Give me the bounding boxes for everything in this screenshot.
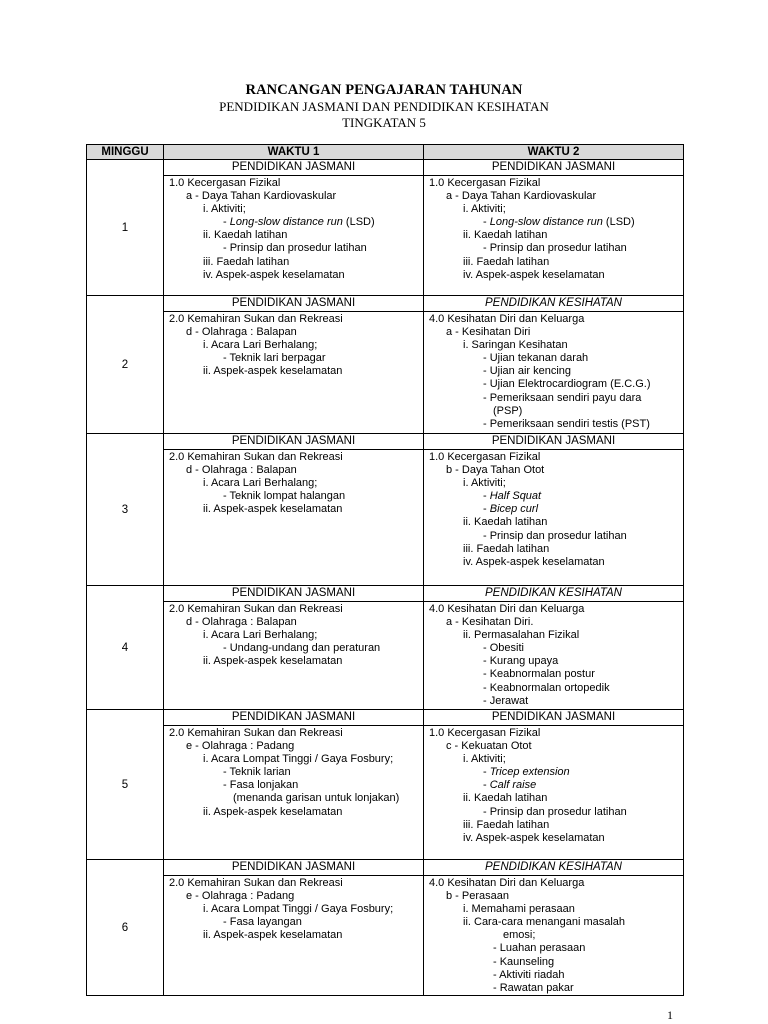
topic-line: c - Kekuatan Otot — [446, 740, 532, 753]
topic-line-prefix: - — [483, 490, 490, 503]
topic-line: iii. Faedah latihan — [203, 255, 290, 268]
topic-line: ii. Kaedah latihan — [463, 516, 548, 529]
topic-line: 2.0 Kemahiran Sukan dan Rekreasi — [169, 603, 343, 615]
topic-line: emosi; — [503, 929, 536, 942]
cell-subject-title: PENDIDIKAN JASMANI — [424, 434, 683, 450]
topic-line: - Jerawat — [483, 694, 529, 707]
table-row — [87, 296, 684, 434]
topic-line — [429, 503, 683, 516]
topic-line — [169, 216, 423, 229]
topic-line-suffix: (LSD) — [602, 216, 635, 229]
topic-line: i. Acara Lari Berhalang; — [203, 339, 318, 352]
topic-list — [424, 176, 683, 282]
topic-line: d - Olahraga : Balapan — [186, 326, 297, 339]
topic-line: i. Acara Lari Berhalang; — [203, 629, 318, 642]
topic-list — [424, 876, 683, 995]
slot2-cell — [424, 296, 684, 434]
topic-line: ii. Permasalahan Fizikal — [463, 629, 580, 642]
topic-line-prefix: - — [483, 779, 490, 792]
topic-line: - Luahan perasaan — [493, 942, 586, 955]
topic-line: i. Aktiviti; — [463, 753, 506, 766]
topic-list — [164, 876, 423, 942]
document-level: TINGKATAN 5 — [342, 115, 426, 130]
topic-line: - Ujian Elektrocardiogram (E.C.G.) — [483, 378, 651, 391]
topic-line: 2.0 Kemahiran Sukan dan Rekreasi — [169, 727, 343, 739]
column-header-week: MINGGU — [87, 145, 164, 160]
cell-subject-title: PENDIDIKAN JASMANI — [424, 710, 683, 726]
cell-subject-title: PENDIDIKAN KESIHATAN — [424, 586, 683, 602]
topic-line: 4.0 Kesihatan Diri dan Keluarga — [429, 603, 585, 615]
week-number: 6 — [87, 860, 164, 996]
topic-line: ii. Kaedah latihan — [463, 792, 548, 805]
topic-line: a - Kesihatan Diri. — [446, 616, 534, 629]
table-row — [87, 586, 684, 710]
topic-line: i. Saringan Kesihatan — [463, 339, 568, 352]
topic-line: ii. Cara-cara menangani masalah — [463, 916, 626, 929]
table-row — [87, 860, 684, 996]
topic-line: (PSP) — [493, 404, 523, 417]
column-header-slot2: WAKTU 2 — [424, 145, 684, 160]
topic-line: 2.0 Kemahiran Sukan dan Rekreasi — [169, 451, 343, 463]
topic-line: 2.0 Kemahiran Sukan dan Rekreasi — [169, 313, 343, 325]
topic-line: d - Olahraga : Balapan — [186, 616, 297, 629]
topic-line: iv. Aspek-aspek keselamatan — [463, 831, 605, 844]
slot1-cell — [164, 296, 424, 434]
topic-line: - Pemeriksaan sendiri testis (PST) — [483, 417, 650, 430]
topic-line: ii. Kaedah latihan — [463, 229, 548, 242]
slot2-cell — [424, 434, 684, 586]
topic-list — [424, 726, 683, 845]
topic-line: b - Daya Tahan Otot — [446, 464, 545, 477]
cell-subject-title: PENDIDIKAN KESIHATAN — [424, 296, 683, 312]
topic-line: - Rawatan pakar — [493, 981, 574, 994]
topic-line: iii. Faedah latihan — [463, 818, 550, 831]
week-number: 5 — [87, 710, 164, 860]
slot1-cell — [164, 160, 424, 296]
slot1-cell — [164, 586, 424, 710]
slot1-cell — [164, 710, 424, 860]
topic-line: e - Olahraga : Padang — [186, 890, 295, 903]
table-row — [87, 160, 684, 296]
topic-line: a - Daya Tahan Kardiovaskular — [446, 190, 597, 203]
topic-line: 2.0 Kemahiran Sukan dan Rekreasi — [169, 877, 343, 889]
cell-subject-title: PENDIDIKAN JASMANI — [424, 160, 683, 176]
slot1-cell — [164, 434, 424, 586]
topic-line — [429, 490, 683, 503]
week-number: 4 — [87, 586, 164, 710]
topic-line-suffix: (LSD) — [342, 216, 375, 229]
topic-line: 4.0 Kesihatan Diri dan Keluarga — [429, 877, 585, 889]
topic-list — [164, 602, 423, 668]
topic-line-italic: Long-slow distance run — [489, 216, 603, 229]
slot2-cell — [424, 160, 684, 296]
topic-list — [424, 450, 683, 569]
topic-line: - Keabnormalan postur — [483, 668, 595, 681]
topic-line: i. Aktiviti; — [203, 203, 246, 216]
topic-list — [164, 450, 423, 516]
topic-line: iv. Aspek-aspek keselamatan — [203, 268, 345, 281]
topic-line-italic: Tricep extension — [489, 766, 570, 779]
topic-line: - Teknik larian — [223, 766, 291, 779]
topic-line: i. Memahami perasaan — [463, 903, 575, 916]
topic-line: ii. Aspek-aspek keselamatan — [203, 503, 343, 516]
topic-line: - Prinsip dan prosedur latihan — [483, 529, 627, 542]
cell-subject-title: PENDIDIKAN JASMANI — [164, 710, 423, 726]
topic-line: d - Olahraga : Balapan — [186, 464, 297, 477]
topic-line: - Kaunseling — [493, 955, 555, 968]
topic-line: e - Olahraga : Padang — [186, 740, 295, 753]
topic-line: 1.0 Kecergasan Fizikal — [429, 451, 541, 463]
cell-subject-title: PENDIDIKAN JASMANI — [164, 860, 423, 876]
topic-line — [429, 779, 683, 792]
column-header-slot1: WAKTU 1 — [164, 145, 424, 160]
topic-line: i. Acara Lari Berhalang; — [203, 477, 318, 490]
topic-line: - Teknik lompat halangan — [223, 490, 346, 503]
cell-subject-title: PENDIDIKAN KESIHATAN — [424, 860, 683, 876]
week-number: 3 — [87, 434, 164, 586]
topic-line: 1.0 Kecergasan Fizikal — [169, 177, 281, 189]
document-title: RANCANGAN PENGAJARAN TAHUNAN — [245, 82, 523, 98]
topic-line: iv. Aspek-aspek keselamatan — [463, 555, 605, 568]
topic-line — [429, 766, 683, 779]
document-subject: PENDIDIKAN JASMANI DAN PENDIDIKAN KESIHATAN — [219, 99, 549, 114]
week-number: 1 — [87, 160, 164, 296]
slot2-cell — [424, 710, 684, 860]
topic-line: ii. Aspek-aspek keselamatan — [203, 929, 343, 942]
topic-line: i. Acara Lompat Tinggi / Gaya Fosbury; — [203, 903, 394, 916]
topic-line: 1.0 Kecergasan Fizikal — [429, 177, 541, 189]
topic-line: ii. Kaedah latihan — [203, 229, 288, 242]
topic-line-prefix: - — [483, 216, 490, 229]
topic-line — [429, 216, 683, 229]
page-number: 1 — [667, 1008, 673, 1022]
topic-line: ii. Aspek-aspek keselamatan — [203, 365, 343, 378]
topic-line: - Prinsip dan prosedur latihan — [483, 242, 627, 255]
topic-line: i. Acara Lompat Tinggi / Gaya Fosbury; — [203, 753, 394, 766]
slot2-cell — [424, 860, 684, 996]
table-row — [87, 434, 684, 586]
cell-subject-title: PENDIDIKAN JASMANI — [164, 296, 423, 312]
topic-line: a - Kesihatan Diri — [446, 326, 531, 339]
topic-list — [164, 176, 423, 282]
topic-line: - Prinsip dan prosedur latihan — [483, 805, 627, 818]
topic-line: 4.0 Kesihatan Diri dan Keluarga — [429, 313, 585, 325]
topic-line: - Aktiviti riadah — [493, 968, 565, 981]
topic-line: - Fasa lonjakan — [223, 779, 299, 792]
table-header-row — [87, 145, 684, 160]
topic-line: - Keabnormalan ortopedik — [483, 681, 610, 694]
topic-line: - Kurang upaya — [483, 655, 559, 668]
topic-list — [164, 312, 423, 378]
topic-line-italic: Bicep curl — [489, 503, 539, 516]
topic-line-prefix: - — [483, 766, 490, 779]
topic-line: - Teknik lari berpagar — [223, 352, 326, 365]
topic-line: - Ujian air kencing — [483, 365, 572, 378]
topic-line: ii. Aspek-aspek keselamatan — [203, 655, 343, 668]
cell-subject-title: PENDIDIKAN JASMANI — [164, 586, 423, 602]
topic-line: - Obesiti — [483, 642, 524, 655]
topic-line-italic: Half Squat — [489, 490, 542, 503]
table-row — [87, 710, 684, 860]
topic-line: iii. Faedah latihan — [463, 542, 550, 555]
week-number: 2 — [87, 296, 164, 434]
topic-line: i. Aktiviti; — [463, 203, 506, 216]
topic-line-prefix: - — [223, 216, 230, 229]
topic-line: iii. Faedah latihan — [463, 255, 550, 268]
topic-list — [424, 602, 683, 708]
topic-line: - Prinsip dan prosedur latihan — [223, 242, 367, 255]
topic-list — [164, 726, 423, 819]
lesson-plan-table — [86, 144, 684, 996]
topic-line: ii. Aspek-aspek keselamatan — [203, 805, 343, 818]
topic-line: a - Daya Tahan Kardiovaskular — [186, 190, 337, 203]
cell-subject-title: PENDIDIKAN JASMANI — [164, 160, 423, 176]
topic-line-italic: Calf raise — [489, 779, 537, 792]
topic-line: iv. Aspek-aspek keselamatan — [463, 268, 605, 281]
topic-line-italic: Long-slow distance run — [229, 216, 343, 229]
topic-line: - Pemeriksaan sendiri payu dara — [483, 391, 642, 404]
topic-line: b - Perasaan — [446, 890, 509, 903]
topic-line: - Ujian tekanan darah — [483, 352, 589, 365]
topic-line: (menanda garisan untuk lonjakan) — [233, 792, 400, 805]
topic-line: i. Aktiviti; — [463, 477, 506, 490]
topic-line: - Undang-undang dan peraturan — [223, 642, 381, 655]
cell-subject-title: PENDIDIKAN JASMANI — [164, 434, 423, 450]
topic-line: - Fasa layangan — [223, 916, 302, 929]
slot2-cell — [424, 586, 684, 710]
topic-line: 1.0 Kecergasan Fizikal — [429, 727, 541, 739]
topic-line-prefix: - — [483, 503, 490, 516]
topic-list — [424, 312, 683, 431]
slot1-cell — [164, 860, 424, 996]
